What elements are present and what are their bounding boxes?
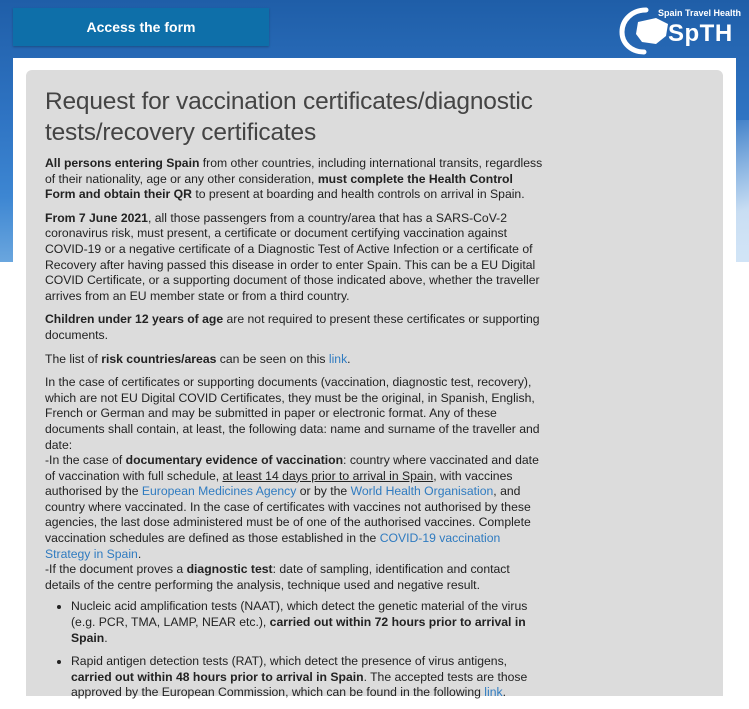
eu-tests-link[interactable]: link <box>484 685 503 700</box>
text-underlined: at least 14 days prior to arrival in Spain <box>222 468 434 483</box>
page-title: Request for vaccination certificates/diagnostic tests/recovery certificates <box>45 88 533 146</box>
text-bold: From 7 June 2021 <box>45 210 148 225</box>
text: or by the <box>296 484 351 499</box>
who-link[interactable]: World Health Organisation <box>350 484 494 499</box>
text: are not required to present these certificates or supporting documents. <box>45 312 540 342</box>
text: Rapid antigen detection tests (RAT), which detect the presence of virus antigens, <box>71 654 508 669</box>
text: In the case of certificates or supporting documents (vaccination, diagnostic test, recovery), which are not EU Digital COVID Certificates, they must be the original, in Spanish, English, French or German and may be submitted in paper or electronic format. Any of these documents shall contain, at least, the following data: name and surname of the traveller and date: <box>45 375 540 452</box>
risk-countries-link[interactable]: link <box>328 351 348 366</box>
text: . The accepted tests are those approved by the European Commission, which can be found in the following <box>71 669 528 700</box>
text: . <box>104 630 108 645</box>
list-item <box>71 599 545 646</box>
text-bold: documentary evidence of vaccination <box>125 453 344 468</box>
paragraph-entry-requirement <box>45 156 545 203</box>
access-form-button[interactable]: Access the form <box>13 8 269 46</box>
text-bold: carried out within 72 hours prior to arrival in Spain <box>71 615 526 645</box>
text: , all those passengers from a country/area that has a SARS-CoV-2 coronavirus risk, must present, a certificate or document certifying vaccination against COVID-19 or a negative certificate of a Diagnostic Test of Active Infection or a certificate of Recovery after having passed this disease in order to enter Spain. This can be a EU Digital COVID Certificate, or a supporting document of those indicated above, whether the traveller arrives from an EU member state or from a third country. <box>45 210 540 303</box>
paragraph-children <box>45 312 545 343</box>
text: . <box>347 351 351 366</box>
text: can be seen on this <box>216 351 329 366</box>
logo-tagline: Spain Travel Health <box>658 8 742 18</box>
vaccination-strategy-link[interactable]: COVID-19 vaccination Strategy in Spain <box>45 531 501 561</box>
text-bold: diagnostic test <box>186 562 273 577</box>
paragraph-document-requirements <box>45 375 545 593</box>
text: -If the document proves a <box>45 562 187 577</box>
text: . <box>502 685 506 700</box>
list-item <box>71 654 545 701</box>
text-bold: Children under 12 years of age <box>45 312 224 327</box>
text: : country where vaccinated and date of vaccination with full schedule, <box>45 453 539 483</box>
text: : date of sampling, identification and contact details of the centre performing the analysis, technique used and negative result. <box>45 562 510 592</box>
text: . <box>137 546 142 561</box>
text: to present at boarding and health controls on arrival in Spain. <box>191 187 525 202</box>
ema-link[interactable]: European Medicines Agency <box>141 484 297 499</box>
paragraph-risk-countries <box>45 352 545 368</box>
text: , with vaccines authorised by the <box>45 468 513 499</box>
article <box>45 86 545 709</box>
text-bold: risk countries/areas <box>101 351 217 366</box>
text: The list of <box>45 351 102 366</box>
text: from other countries, including international transits, regardless of their nationality, age or any other consideration, <box>45 156 543 186</box>
text-bold: carried out within 48 hours prior to arrival in Spain <box>71 669 364 684</box>
text-bold: All persons entering Spain <box>45 156 200 170</box>
text: -In the case of <box>45 453 126 468</box>
test-types-list <box>45 599 545 701</box>
text: Nucleic acid amplification tests (NAAT), which detect the genetic material of the virus (e.g. PCR, TMA, LAMP, NEAR etc.), <box>71 599 528 630</box>
logo-wordmark: SpTH <box>668 20 733 47</box>
text: , and country where vaccinated. In the case of certificates with vaccines not authorised by these agencies, the last dose administered must be of one of the authorised vaccines. Complete vaccination schedules are defined as those established in the <box>45 484 531 546</box>
spth-logo[interactable] <box>616 4 744 56</box>
text-bold: must complete the Health Control Form and obtain their QR <box>45 171 513 202</box>
paragraph-certificates <box>45 211 545 305</box>
